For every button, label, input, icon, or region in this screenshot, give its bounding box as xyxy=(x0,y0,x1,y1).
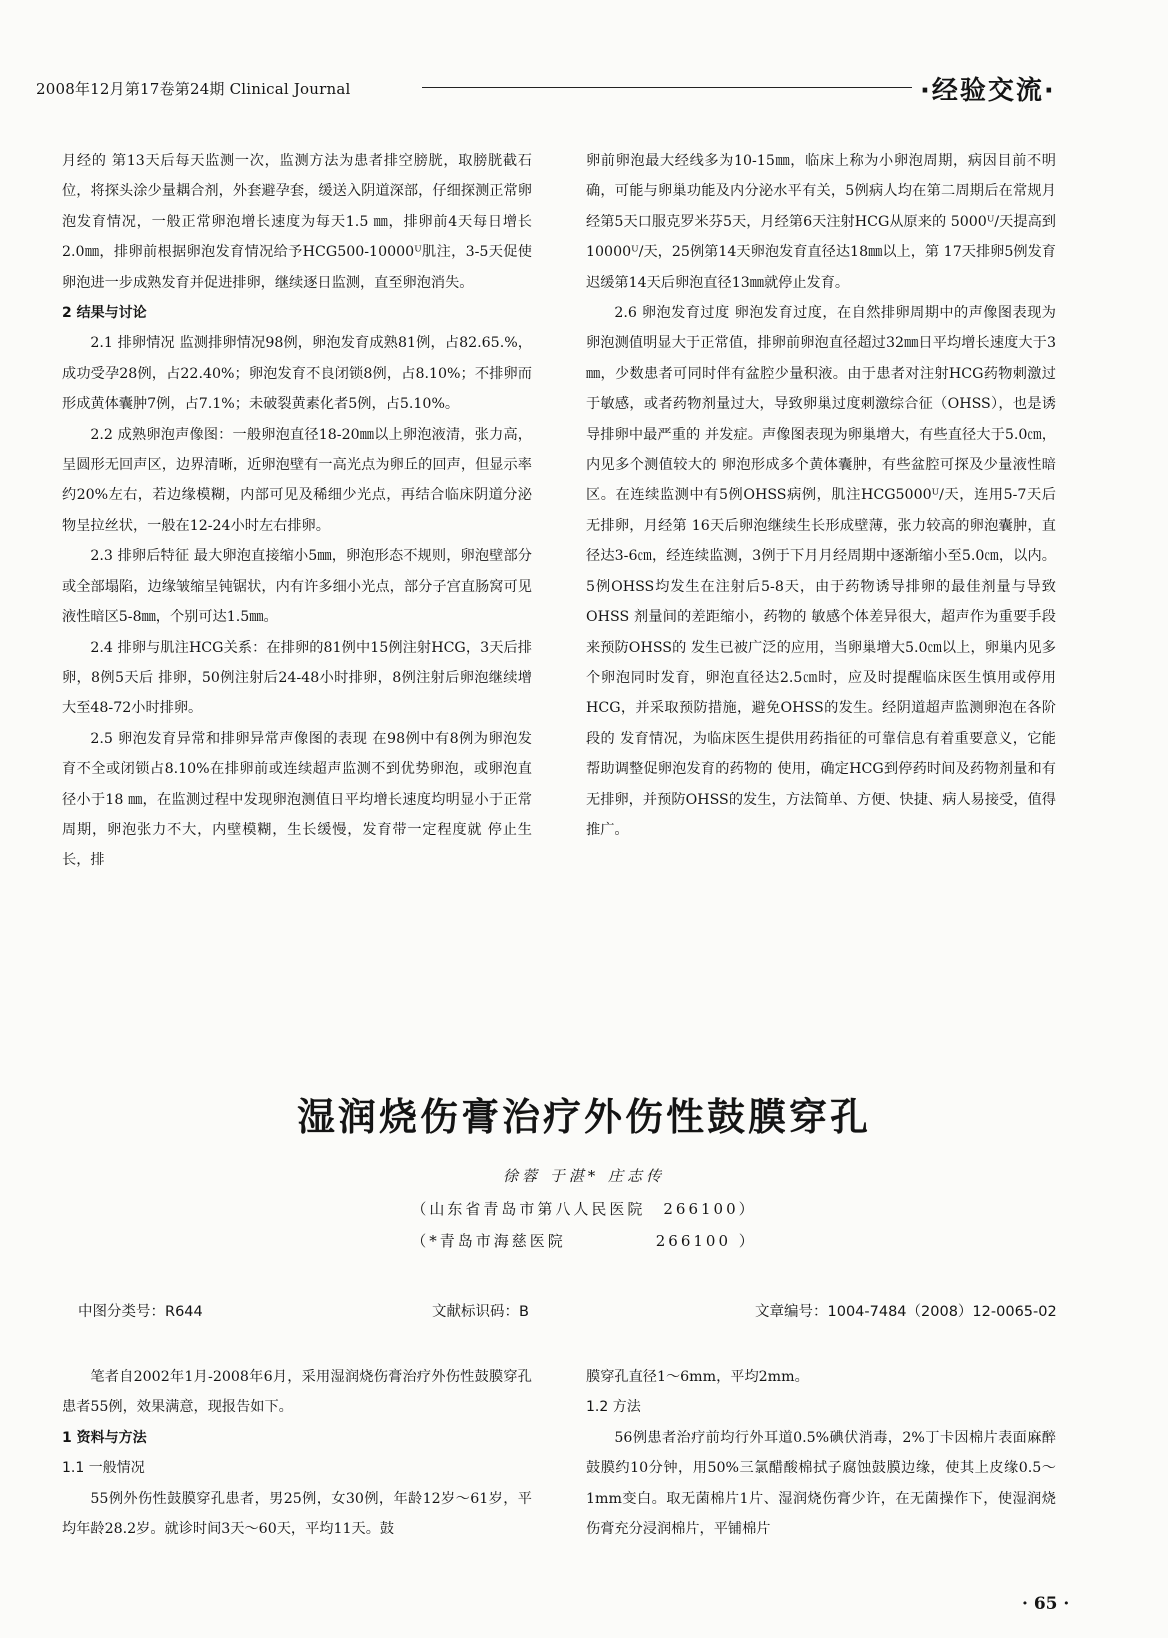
affiliation-1: （山东省青岛市第八人民医院 266100） xyxy=(411,1200,757,1218)
paragraph: 月经的 第13天后每天监测一次，监测方法为患者排空膀胱，取膀胱截石位，将探头涂少量耦合剂，外套避孕套，缓送入阴道深部，仔细探测正常卵泡发育情况，一般正常卵泡增长速度为每天1.5 ㎜，排卵前4天每日增长2.0㎜，排卵前根据卵泡发育情况给予HCG500-10000ᵁ肌注，3-5天促使卵泡进一步成熟发育并促进排卵，继续逐日监测，直至卵泡消失。 xyxy=(62,153,532,291)
paragraph: 膜穿孔直径1～6mm，平均2mm。 xyxy=(586,1369,809,1385)
article-title: 湿润烧伤膏治疗外伤性鼓膜穿孔 xyxy=(296,1095,871,1139)
paragraph: 2.1 排卵情况 监测排卵情况98例，卵泡发育成熟81例，占82.65.%，成功受孕28例，占22.40%；卵泡发育不良闭锁8例，占8.10%；不排卵而形成黄体囊肿7例，占7.1%；未破裂黄素化者5例，占5.10%。 xyxy=(62,335,532,413)
classification-number: 中图分类号：R644 xyxy=(78,1304,203,1320)
article-number: 文章编号：1004-7484（2008）12-0065-02 xyxy=(755,1304,1057,1320)
journal-header: 2008年12月第17卷第24期 Clinical Journal xyxy=(36,80,351,98)
paragraph: 56例患者治疗前均行外耳道0.5%碘伏消毒，2%丁卡因棉片表面麻醉鼓膜约10分钟，用50%三氯醋酸棉拭子腐蚀鼓膜边缘，使其上皮缘0.5～1mm变白。取无菌棉片1片、湿润烧伤膏少许，在无菌操作下，使湿润烧伤膏充分浸润棉片，平铺棉片 xyxy=(586,1429,1056,1538)
header-rule xyxy=(422,87,912,88)
article-right-column xyxy=(586,1362,1056,1544)
paragraph: 2.2 成熟卵泡声像图：一般卵泡直径18-20㎜以上卵泡液清，张力高，呈圆形无回声区，边界清晰，近卵泡壁有一高光点为卵丘的回声，但显示率约20%左右，若边缘模糊，内部可见及稀细少光点，再结合临床阴道分泌物呈拉丝状，一般在12-24小时左右排卵。 xyxy=(62,426,532,534)
paragraph: 2.6 卵泡发育过度 卵泡发育过度，在自然排卵周期中的声像图表现为卵泡测值明显大于正常值，排卵前卵泡直径超过32㎜日平均增长速度大于3㎜，少数患者可同时伴有盆腔少量积液。由于患者对注射HCG药物刺激过于敏感，或者药物剂量过大，导致卵巢过度刺激综合征（OHSS），也是诱导排卵中最严重的 并发症。声像图表现为卵巢增大，有些直径大于5.0㎝，内见多个测值较大的 卵泡形成多个黄体囊肿，有些盆腔可探及少量液性暗区。在连续监测中有5例OHSS病例，肌注HCG5000ᵁ/天，连用5-7天后无排卵，月经第 16天后卵泡继续生长形成壁薄，张力较高的卵泡囊肿，直径达3-6㎝，经连续监测，3例于下月月经周期中逐渐缩小至5.0㎝，以内。5例OHSS均发生在注射后5-8天，由于药物诱导排卵的最佳剂量与导致 OHSS 剂量间的差距缩小，药物的 敏感个体差异很大，超声作为重要手段来预防OHSS的 发生已被广泛的应用，当卵巢增大5.0㎝以上，卵巢内见多个卵泡同时发育，卵泡直径达2.5㎝时，应及时提醒临床医生慎用或停用HCG，并采取预防措施，避免OHSS的发生。经阴道超声监测卵泡在各阶段的 发育情况，为临床医生提供用药指征的可靠信息有着重要意义，它能帮助调整促卵泡发育的药物的 使用，确定HCG到停药时间及药物剂量和有无排卵，并预防OHSS的发生，方法简单、方便、快捷、病人易接受，值得推广。 xyxy=(586,305,1056,838)
paragraph: 2.4 排卵与肌注HCG关系：在排卵的81例中15例注射HCG，3天后排卵，8例5天后 排卵，50例注射后24-48小时排卵，8例注射后卵泡继续增大至48-72小时排卵。 xyxy=(62,639,532,717)
article-left-column xyxy=(62,1362,532,1544)
subsection-heading: 1.1 一般情况 xyxy=(62,1460,145,1477)
affiliation-2: （*青岛市海慈医院 266100 ） xyxy=(411,1232,757,1250)
paragraph: 55例外伤性鼓膜穿孔患者，男25例，女30例，年龄12岁～61岁，平均年龄28.2岁。就诊时间3天～60天，平均11天。鼓 xyxy=(62,1490,532,1538)
paragraph: 笔者自2002年1月-2008年6月，采用湿润烧伤膏治疗外伤性鼓膜穿孔患者55例，效果满意，现报告如下。 xyxy=(62,1369,532,1416)
section-heading: 1 资料与方法 xyxy=(62,1429,147,1446)
paragraph: 2.5 卵泡发育异常和排卵异常声像图的表现 在98例中有8例为卵泡发育不全或闭锁占8.10%在排卵前或连续超声监测不到优势卵泡，或卵泡直径小于18 ㎜，在监测过程中发现卵泡测值日平均增长速度均明显小于正常周期，卵泡张力不大，内壁模糊，生长缓慢，发育带一定程度就 停止生长，排 xyxy=(62,730,532,869)
subsection-heading: 1.2 方法 xyxy=(586,1399,641,1416)
authors: 徐蓉 于湛* 庄志传 xyxy=(502,1167,666,1185)
page-number: · 65 · xyxy=(1022,1594,1070,1614)
prev-article-right-column xyxy=(586,146,1056,845)
prev-article-left-column xyxy=(62,146,532,876)
paragraph: 卵前卵泡最大经线多为10-15㎜，临床上称为小卵泡周期，病因目前不明确，可能与卵巢功能及内分泌水平有关，5例病人均在第二周期后在常规月经第5天口服克罗米芬5天，月经第6天注射HCG从原来的 5000ᵁ/天提高到10000ᵁ/天，25例第14天卵泡发育直径达18㎜以上，第 17天排卵5例发育迟缓第14天后卵泡直径13㎜就停止发育。 xyxy=(586,153,1056,291)
document-code: 文献标识码：B xyxy=(432,1304,529,1320)
section-heading: 2 结果与讨论 xyxy=(62,305,147,322)
paragraph: 2.3 排卵后特征 最大卵泡直接缩小5㎜，卵泡形态不规则，卵泡壁部分或全部塌陷，边缘皱缩呈钝锯状，内有许多细小光点，部分子宫直肠窝可见液性暗区5-8㎜，个别可达1.5㎜。 xyxy=(62,548,532,626)
section-label: ·经验交流· xyxy=(920,76,1056,106)
